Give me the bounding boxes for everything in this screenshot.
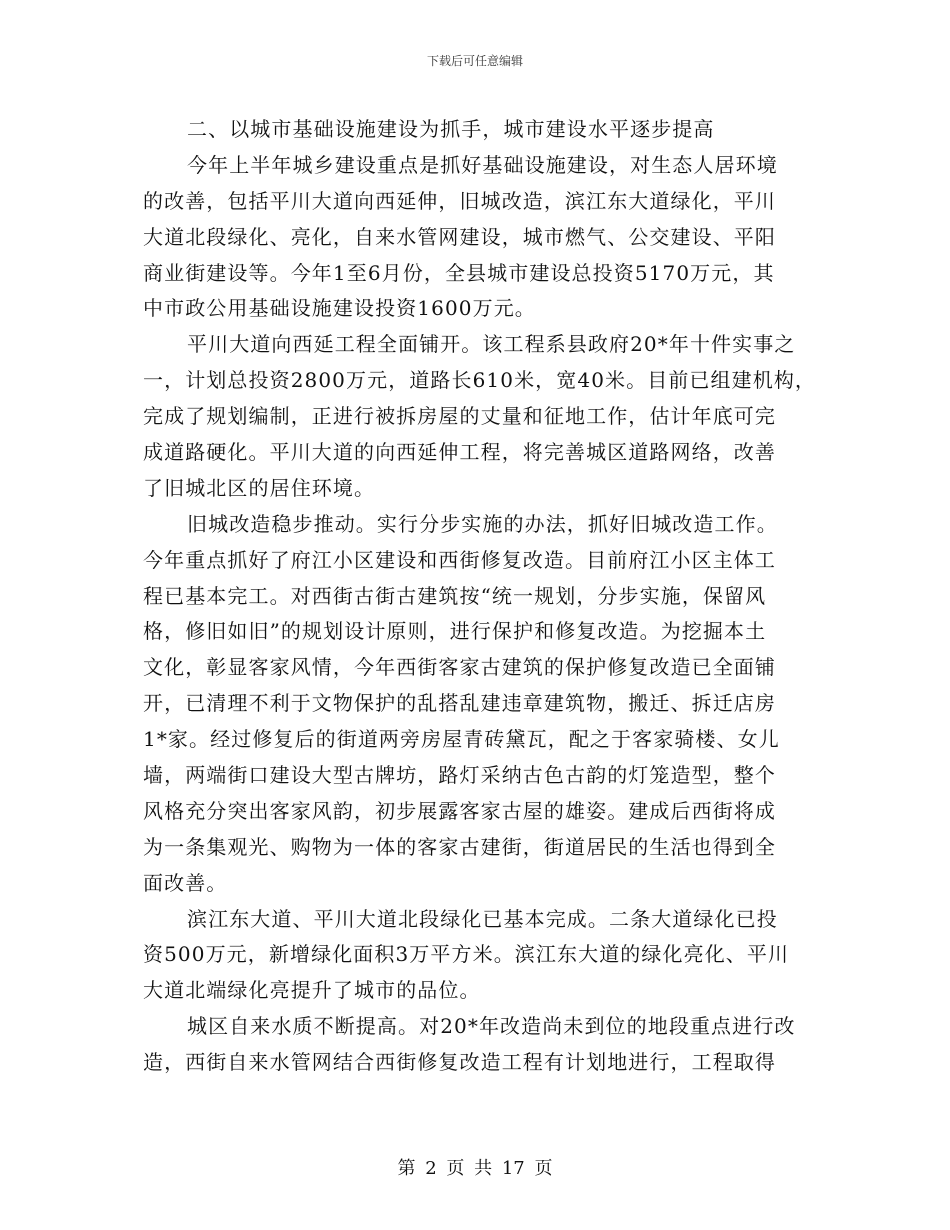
text-line: 程已基本完工。对西街古街古建筑按“统一规划，分步实施，保留风	[143, 583, 767, 608]
text-line: 大道北端绿化亮提升了城市的品位。	[143, 978, 481, 1003]
text-line: 成道路硬化。平川大道的向西延伸工程，将完善城区道路网络，改善	[143, 440, 776, 465]
text-line: 开，已清理不利于文物保护的乱搭乱建违章建筑物，搬迁、拆迁店房	[143, 691, 776, 716]
text-line: 完成了规划编制，正进行被拆房屋的丈量和征地工作，估计年底可完	[143, 404, 776, 429]
text-line: 今年上半年城乡建设重点是抓好基础设施建设，对生态人居环境	[187, 152, 778, 177]
text-line: 滨江东大道、平川大道北段绿化已基本完成。二条大道绿化已投	[187, 906, 778, 931]
text-line: 今年重点抓好了府江小区建设和西街修复改造。目前府江小区主体工	[143, 547, 776, 572]
text-line: 旧城改造稳步推动。实行分步实施的办法，抓好旧城改造工作。	[187, 511, 778, 536]
text-line: 一，计划总投资2800万元，道路长610米，宽40米。目前已组建机构，	[143, 368, 817, 393]
text-line: 1*家。经过修复后的街道两旁房屋青砖黛瓦，配之于客家骑楼、女儿	[143, 727, 780, 752]
page-header-note: 下载后可任意编辑	[426, 54, 523, 68]
text-line: 中市政公用基础设施建设投资1600万元。	[143, 296, 536, 321]
text-line: 面改善。	[143, 870, 228, 895]
text-line: 二、以城市基础设施建设为抓手，城市建设水平逐步提高	[187, 117, 715, 141]
document-body	[143, 112, 823, 1081]
text-line: 平川大道向西延工程全面铺开。该工程系县政府20*年十件实事之	[187, 332, 796, 357]
text-line: 了旧城北区的居住环境。	[143, 475, 376, 500]
page-number-footer: 第 2 页 共 17 页	[397, 1158, 553, 1179]
text-line: 大道北段绿化、亮化，自来水管网建设，城市燃气、公交建设、平阳	[143, 224, 776, 249]
text-line: 墙，两端街口建设大型古牌坊，路灯采纳古色古韵的灯笼造型，整个	[143, 763, 776, 788]
text-line: 资500万元，新增绿化面积3万平方米。滨江东大道的绿化亮化、平川	[143, 942, 790, 967]
text-line: 文化，彰显客家风情，今年西街客家古建筑的保护修复改造已全面铺	[143, 655, 776, 680]
text-line: 风格充分突出客家风韵，初步展露客家古屋的雄姿。建成后西街将成	[143, 798, 776, 823]
text-line: 商业街建设等。今年1至6月份，全县城市建设总投资5170万元，其	[143, 260, 775, 285]
text-line: 造，西街自来水管网结合西街修复改造工程有计划地进行，工程取得	[143, 1050, 776, 1075]
text-line: 格，修旧如旧”的规划设计原则，进行保护和修复改造。为挖掘本土	[143, 619, 767, 644]
text-line: 的改善，包括平川大道向西延伸，旧城改造，滨江东大道绿化，平川	[143, 188, 776, 213]
text-line: 城区自来水质不断提高。对20*年改造尚未到位的地段重点进行改	[187, 1014, 796, 1039]
text-line: 为一条集观光、购物为一体的客家古建街，街道居民的生活也得到全	[143, 834, 776, 859]
